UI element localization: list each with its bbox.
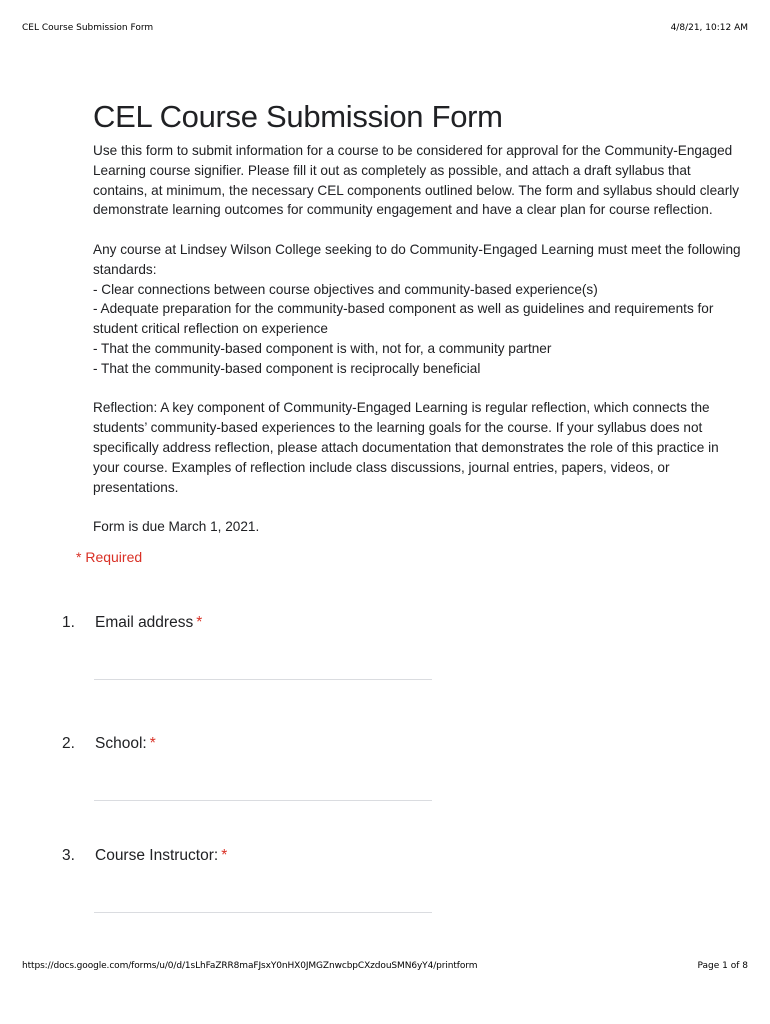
description-line: - That the community-based component is reciprocally beneficial: [93, 360, 481, 376]
question-label-text: Course Instructor:: [95, 847, 219, 864]
print-footer: [22, 961, 748, 971]
description-spacer: [93, 379, 770, 399]
description-spacer: [93, 497, 770, 517]
email-field[interactable]: [94, 659, 432, 680]
required-note: * Required: [76, 549, 143, 565]
question-number: 2.: [62, 735, 75, 752]
description-line: contains, at minimum, the necessary CEL components outlined below. The form and syllabus should clearly: [93, 182, 740, 198]
question-label-text: Email address: [95, 614, 194, 631]
description-line: Reflection: A key component of Community-Engaged Learning is regular reflection, which connects the: [93, 400, 710, 416]
description-line: Use this form to submit information for a course to be considered for approval for the Community-Engaged: [93, 143, 733, 158]
description-line: student critical reflection on experience: [93, 321, 328, 337]
question-label: [95, 735, 156, 753]
course-instructor-field[interactable]: [94, 892, 432, 913]
print-header-title: CEL Course Submission Form: [22, 23, 154, 33]
question-number: 1.: [62, 614, 75, 631]
print-footer-url: https://docs.google.com/forms/u/0/d/1sLhFaZRR8maFJsxY0nHX0JMGZnwcbpCXzdouSMN6yY4/printform: [22, 961, 478, 971]
form-description: [93, 141, 770, 537]
required-asterisk: *: [196, 614, 203, 631]
description-line: specifically address reflection, please attach documentation that demonstrates the role of this practice in: [93, 439, 719, 455]
description-line: presentations.: [93, 479, 179, 495]
school-field[interactable]: [94, 780, 432, 801]
description-line: - Clear connections between course objectives and community-based experience(s): [93, 281, 598, 297]
description-line: Any course at Lindsey Wilson College seeking to do Community-Engaged Learning must meet the following: [93, 241, 741, 257]
description-line: standards:: [93, 261, 157, 277]
description-line: - That the community-based component is with, not for, a community partner: [93, 340, 552, 356]
description-line: - Adequate preparation for the community-based component as well as guidelines and requirements for: [93, 301, 714, 317]
question-label: [95, 847, 227, 865]
question-label: [95, 614, 202, 632]
description-spacer: [93, 220, 770, 240]
description-line: Form is due March 1, 2021.: [93, 519, 260, 535]
description-line: students’ community-based experiences to the learning goals for the course. If your syllabus does not: [93, 420, 703, 436]
required-asterisk: *: [221, 847, 228, 864]
page-number: Page 1 of 8: [697, 961, 748, 971]
description-line: your course. Examples of reflection include class discussions, journal entries, papers, videos, or: [93, 459, 670, 475]
print-header: [22, 23, 748, 33]
description-line: Learning course signifier. Please fill it out as completely as possible, and attach a draft syllabus that: [93, 162, 691, 178]
form-title: CEL Course Submission Form: [93, 99, 503, 134]
description-line: demonstrate learning outcomes for community engagement and have a clear plan for course reflection.: [93, 202, 713, 218]
question-number: 3.: [62, 847, 75, 864]
question-label-text: School:: [95, 735, 147, 752]
print-header-datetime: 4/8/21, 10:12 AM: [670, 23, 748, 33]
required-asterisk: *: [149, 735, 156, 752]
